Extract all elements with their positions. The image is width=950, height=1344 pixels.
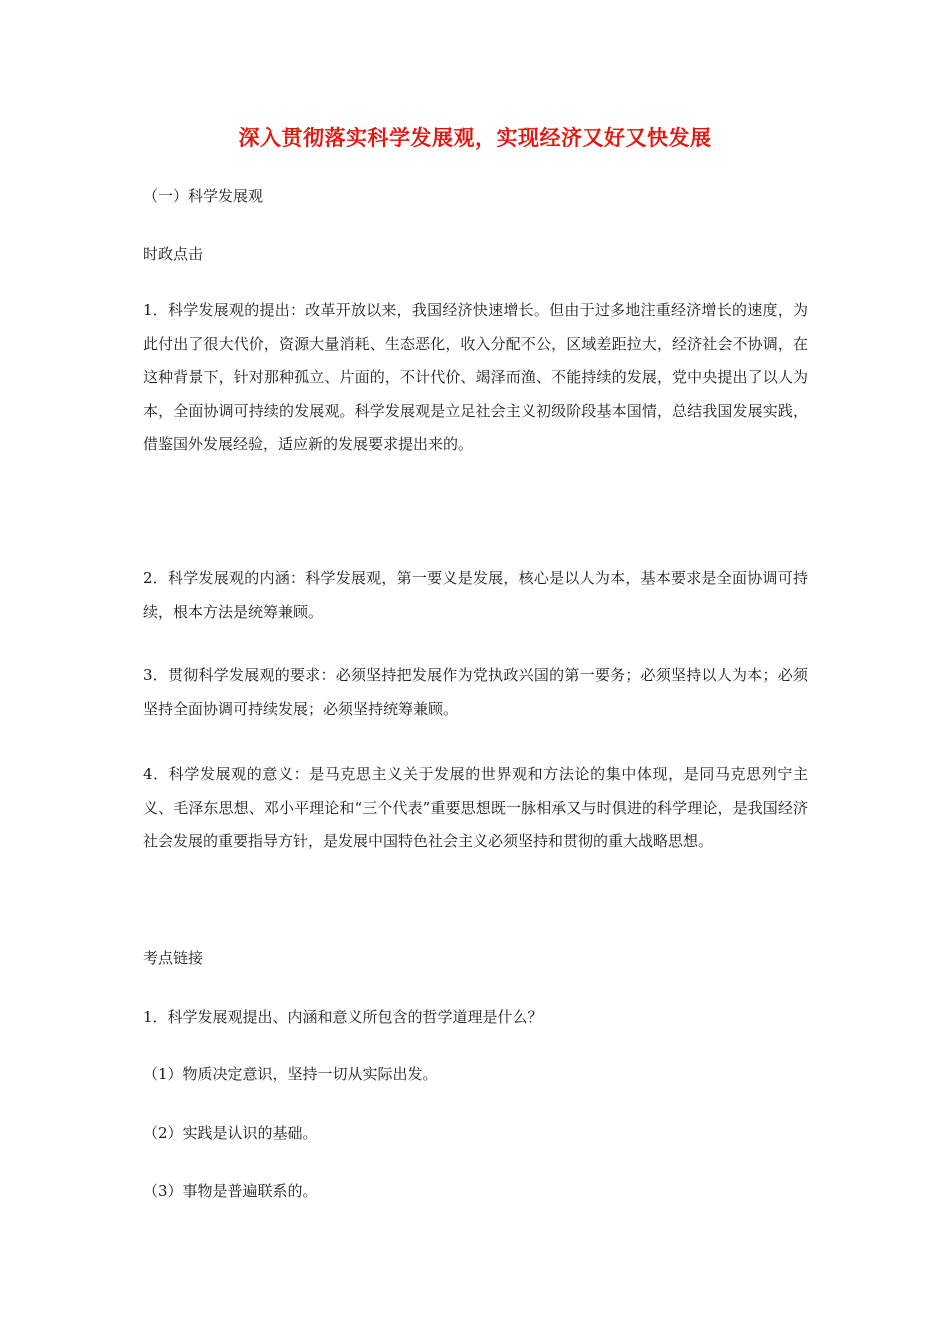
point-4-paragraph: 4．科学发展观的意义：是马克思主义关于发展的世界观和方法论的集中体现，是同马克思列宁主义、毛泽东思想、邓小平理论和“三个代表”重要思想既一脉相承又与时俱进的科学理论，是我国经济社会发展的重要指导方针，是发展中国特色社会主义必须坚持和贯彻的重大战略思想。 [143,765,808,850]
point-1-paragraph: 1．科学发展观的提出：改革开放以来，我国经济快速增长。但由于过多地注重经济增长的速度，为此付出了很大代价，资源大量消耗、生态恶化，收入分配不公，区域差距拉大，经济社会不协调，在这种背景下，针对那种孤立、片面的，不计代价、竭泽而渔、不能持续的发展，党中央提出了以人为本，全面协调可持续的发展观。科学发展观是立足社会主义初级阶段基本国情，总结我国发展实践，借鉴国外发展经验，适应新的发展要求提出来的。 [143,301,808,453]
answer-2: （2）实践是认识的基础。 [143,1124,318,1142]
answer-3: （3）事物是普遍联系的。 [143,1182,318,1200]
question-line: 1．科学发展观提出、内涵和意义所包含的哲学道理是什么？ [143,1008,543,1026]
section-heading: （一）科学发展观 [143,187,264,205]
document-title: 深入贯彻落实科学发展观，实现经济又好又快发展 [238,125,712,150]
answer-1: （1）物质决定意识，坚持一切从实际出发。 [143,1065,438,1083]
point-2-paragraph: 2．科学发展观的内涵：科学发展观，第一要义是发展，核心是以人为本，基本要求是全面协调可持续，根本方法是统筹兼顾。 [143,569,808,621]
point-3-paragraph: 3．贯彻科学发展观的要求：必须坚持把发展作为党执政兴国的第一要务；必须坚持以人为本；必须坚持全面协调可持续发展；必须坚持统筹兼顾。 [143,666,808,718]
subheading-news: 时政点击 [143,245,204,263]
subheading-links: 考点链接 [143,949,204,967]
